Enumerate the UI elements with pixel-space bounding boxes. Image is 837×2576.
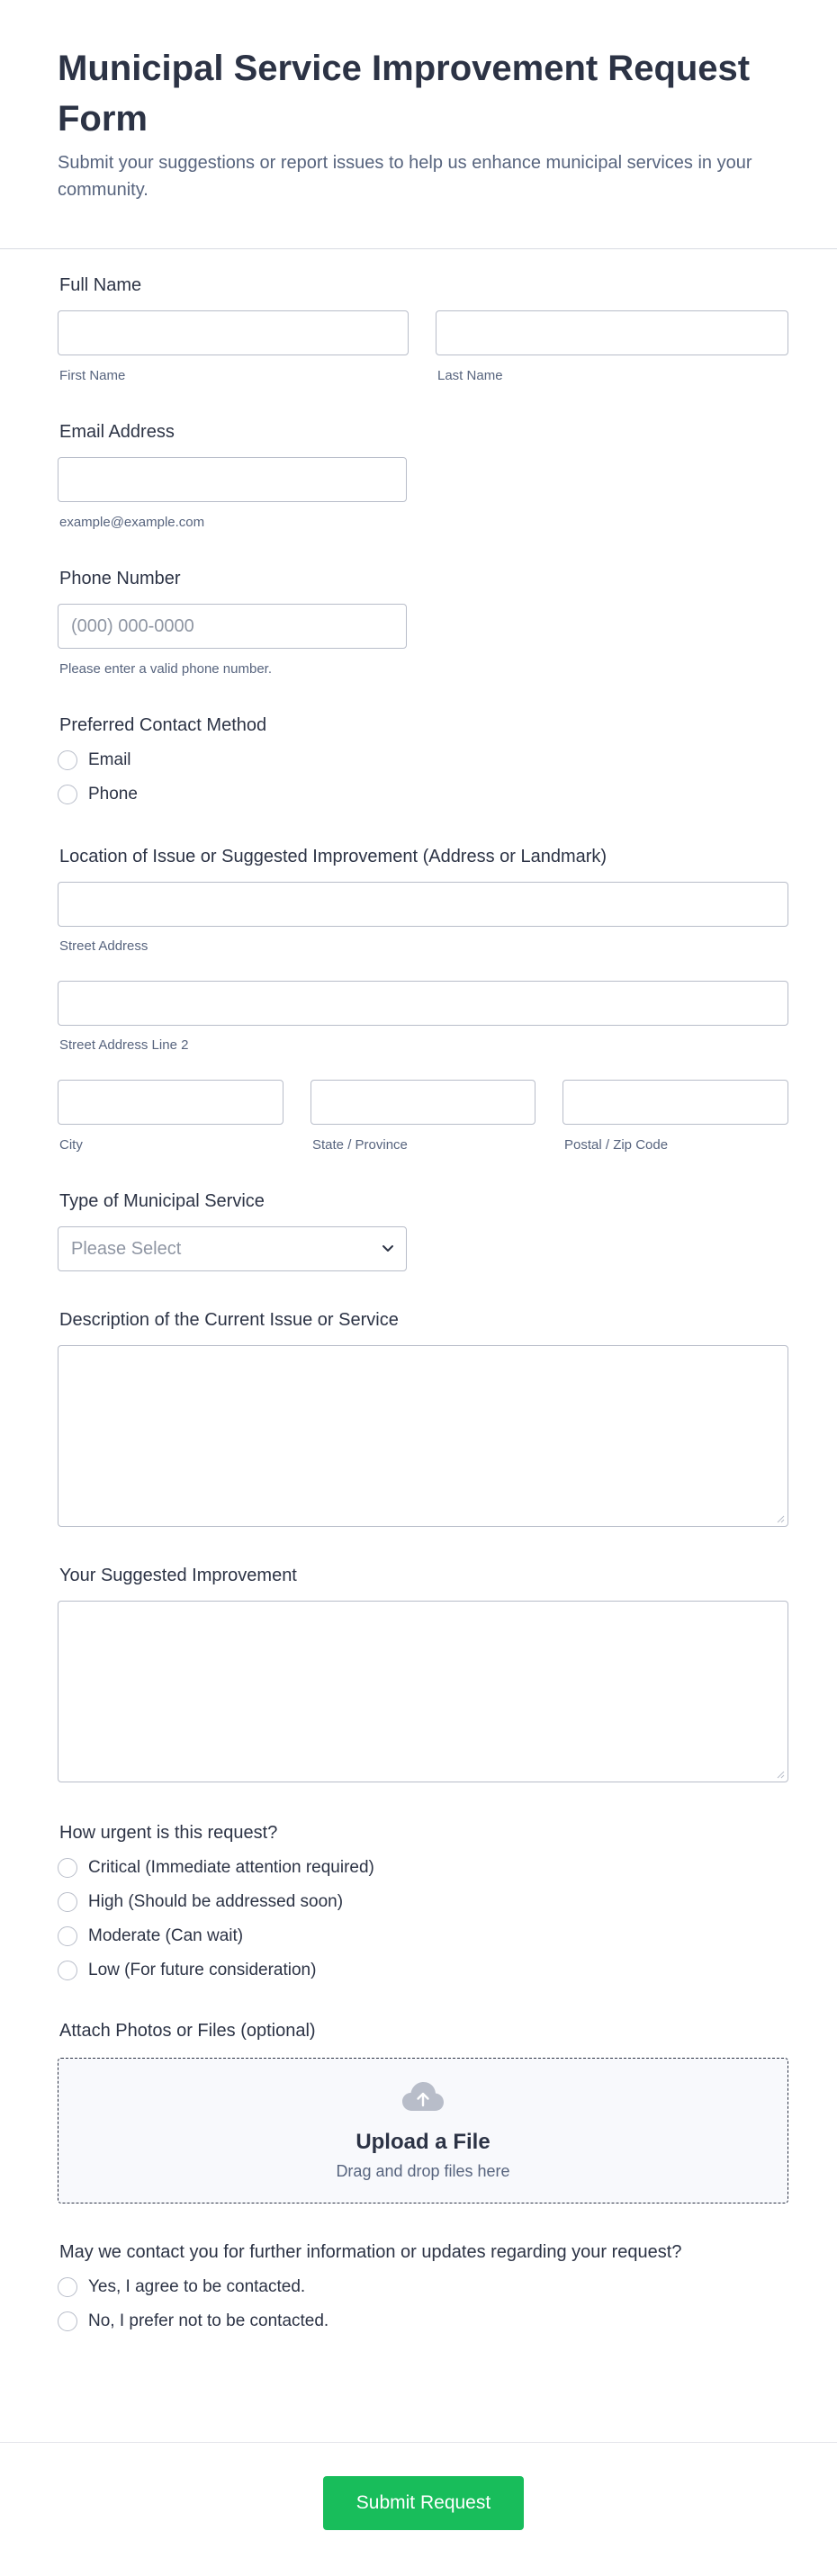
state-input[interactable]: [310, 1080, 536, 1125]
consent-option-yes[interactable]: [58, 2274, 779, 2301]
radio-label: No, I prefer not to be contacted.: [88, 2311, 329, 2330]
radio-button[interactable]: [58, 750, 77, 770]
city-sublabel: City: [59, 1137, 83, 1153]
radio-label: Yes, I agree to be contacted.: [88, 2277, 306, 2296]
submit-button[interactable]: Submit Request: [323, 2476, 524, 2530]
street-address-sublabel: Street Address: [59, 938, 148, 954]
consent-label: May we contact you for further information or updates regarding your request?: [59, 2242, 682, 2262]
resize-handle-icon[interactable]: [776, 1770, 785, 1779]
consent-field: [58, 2239, 779, 2335]
radio-button[interactable]: [58, 1961, 77, 1980]
service-type-selected[interactable]: Please Select: [58, 1226, 407, 1271]
page-title: Municipal Service Improvement Request Form: [58, 49, 751, 139]
resize-handle-icon[interactable]: [776, 1514, 785, 1523]
suggestion-label: Your Suggested Improvement: [59, 1566, 297, 1585]
radio-button[interactable]: [58, 1858, 77, 1878]
description-label: Description of the Current Issue or Service: [59, 1310, 399, 1330]
full-name-field: [58, 273, 779, 385]
phone-sublabel: Please enter a valid phone number.: [59, 661, 272, 677]
phone-field: [58, 566, 779, 678]
contact-method-label: Preferred Contact Method: [59, 715, 267, 735]
phone-input[interactable]: (000) 000-0000: [58, 604, 407, 649]
urgency-option-low[interactable]: [58, 1957, 779, 1984]
suggestion-textarea[interactable]: [58, 1601, 788, 1782]
email-field: [58, 419, 779, 532]
urgency-field: [58, 1820, 779, 1984]
form-body: [0, 249, 837, 2335]
contact-method-field: [58, 713, 779, 808]
radio-label: Phone: [88, 785, 138, 803]
cloud-upload-icon: [400, 2080, 446, 2113]
file-upload-dropzone[interactable]: [58, 2058, 788, 2204]
radio-label: Low (For future consideration): [88, 1961, 317, 1979]
radio-button[interactable]: [58, 1926, 77, 1946]
first-name-sublabel: First Name: [59, 368, 126, 383]
radio-label: High (Should be addressed soon): [88, 1892, 344, 1911]
consent-option-no[interactable]: [58, 2308, 779, 2335]
urgency-option-high[interactable]: [58, 1889, 779, 1916]
urgency-option-critical[interactable]: [58, 1854, 779, 1881]
city-input[interactable]: [58, 1080, 284, 1125]
email-sublabel: example@example.com: [59, 515, 205, 530]
suggestion-field: [58, 1563, 779, 1782]
contact-method-option-email[interactable]: [58, 747, 779, 774]
state-sublabel: State / Province: [312, 1137, 408, 1153]
postal-code-sublabel: Postal / Zip Code: [564, 1137, 669, 1153]
last-name-input[interactable]: [436, 310, 788, 355]
form-header: [0, 0, 837, 249]
urgency-option-moderate[interactable]: [58, 1923, 779, 1950]
radio-label: Email: [88, 750, 131, 769]
last-name-sublabel: Last Name: [437, 368, 503, 383]
attachments-field: [58, 2018, 779, 2204]
first-name-input[interactable]: [58, 310, 409, 355]
service-type-field: [58, 1189, 779, 1271]
radio-label: Moderate (Can wait): [88, 1926, 244, 1945]
form-footer: [0, 2442, 837, 2576]
upload-subtitle: Drag and drop files here: [336, 2162, 510, 2180]
street-address-input[interactable]: [58, 882, 788, 927]
radio-button[interactable]: [58, 1892, 77, 1912]
email-input[interactable]: [58, 457, 407, 502]
phone-label: Phone Number: [59, 569, 181, 588]
upload-title: Upload a File: [356, 2130, 490, 2154]
service-type-select[interactable]: [58, 1226, 407, 1271]
contact-method-option-phone[interactable]: [58, 781, 779, 808]
urgency-label: How urgent is this request?: [59, 1823, 278, 1843]
location-field: [58, 844, 779, 1154]
postal-code-input[interactable]: [562, 1080, 788, 1125]
page-subtitle: Submit your suggestions or report issues to help us enhance municipal services in your community.: [58, 153, 752, 200]
email-label: Email Address: [59, 422, 175, 442]
radio-button[interactable]: [58, 2311, 77, 2331]
radio-label: Critical (Immediate attention required): [88, 1858, 374, 1877]
street-address-line2-input[interactable]: [58, 981, 788, 1026]
full-name-label: Full Name: [59, 275, 142, 295]
service-type-label: Type of Municipal Service: [59, 1191, 265, 1211]
description-field: [58, 1307, 779, 1527]
radio-button[interactable]: [58, 2277, 77, 2297]
description-textarea[interactable]: [58, 1345, 788, 1527]
street-address-line2-sublabel: Street Address Line 2: [59, 1037, 189, 1053]
attachments-label: Attach Photos or Files (optional): [59, 2021, 316, 2041]
location-label: Location of Issue or Suggested Improvement (Address or Landmark): [59, 847, 608, 866]
radio-button[interactable]: [58, 785, 77, 804]
chevron-down-icon: [380, 1240, 396, 1256]
